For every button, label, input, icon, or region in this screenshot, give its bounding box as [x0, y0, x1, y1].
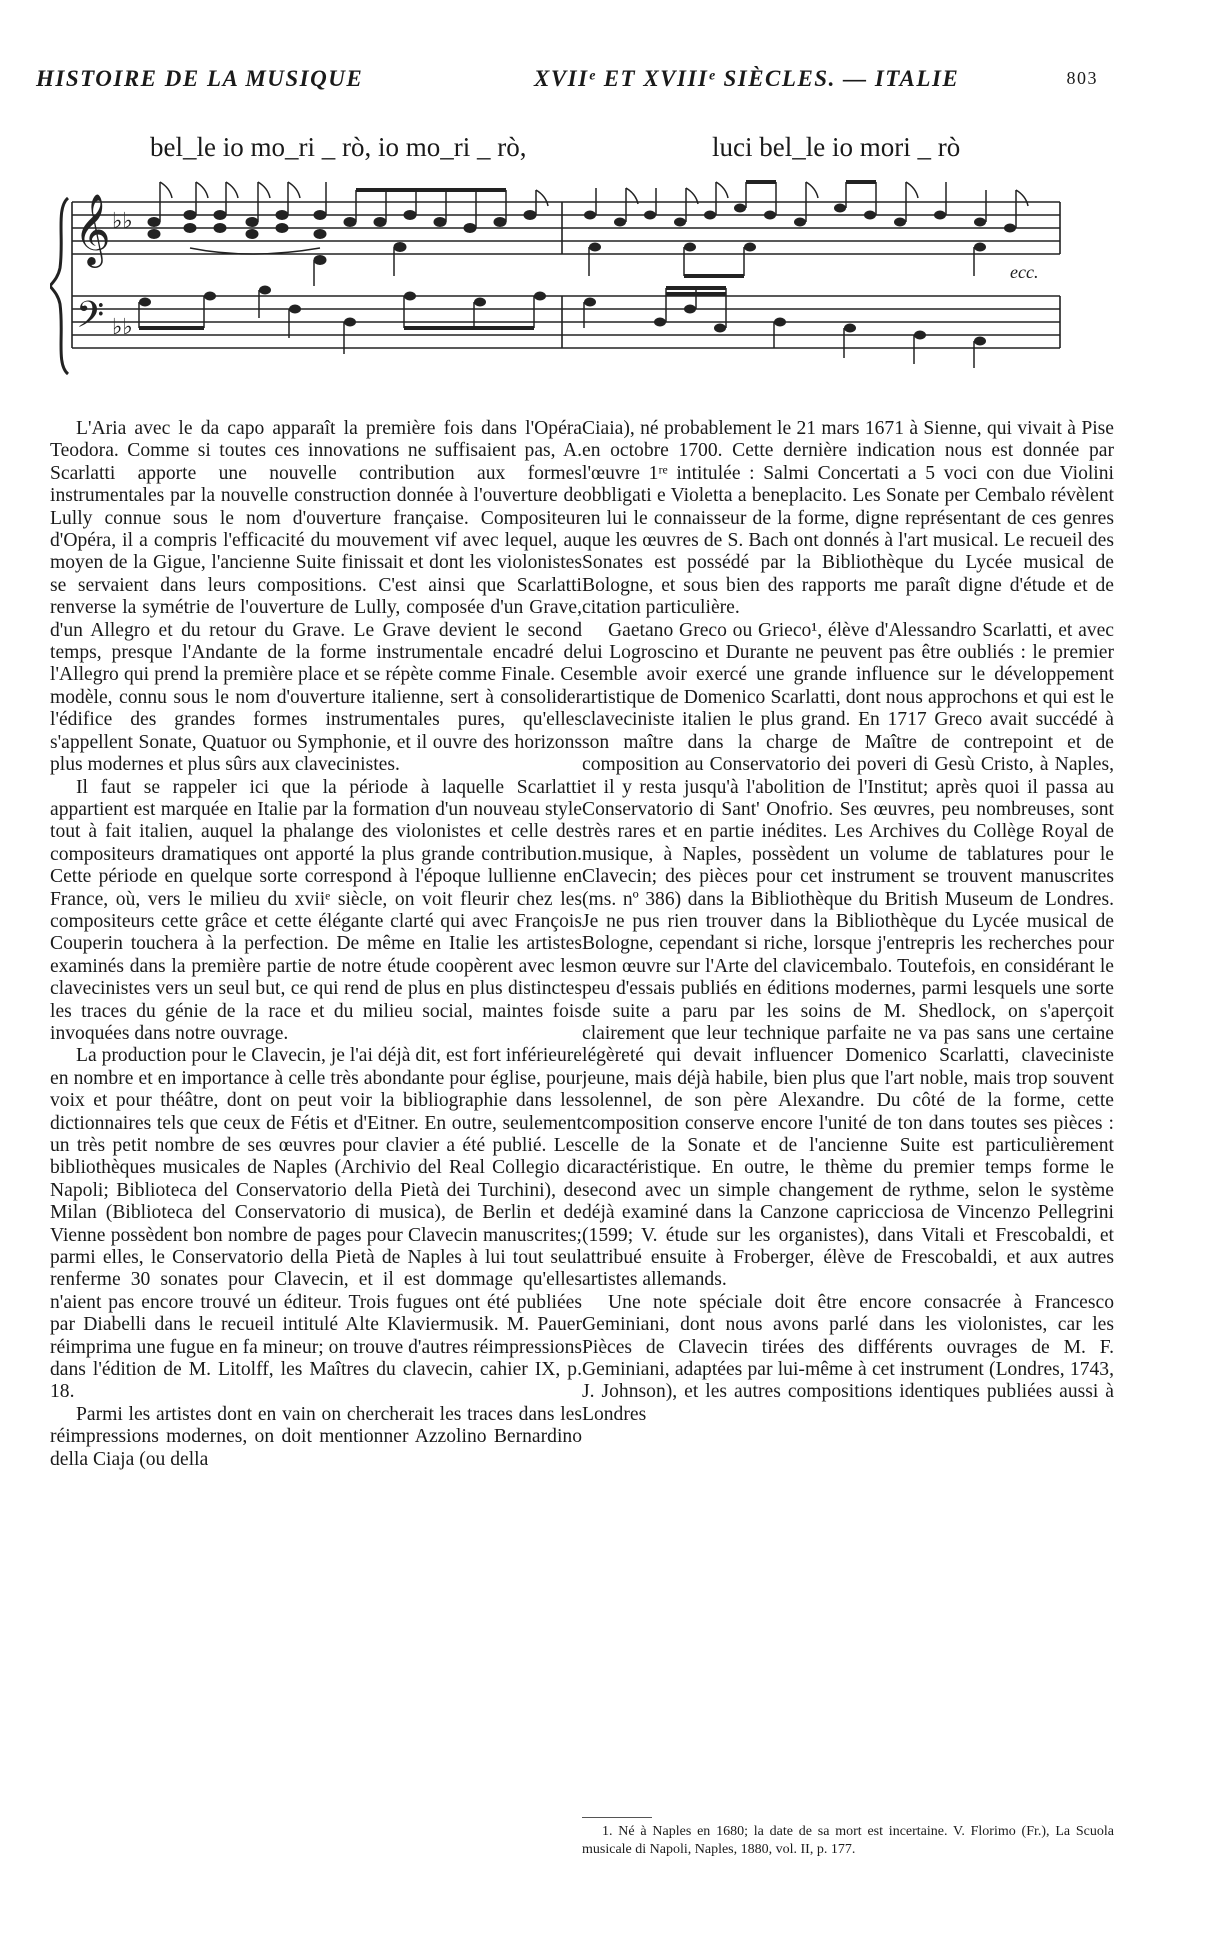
footnote-divider: [582, 1817, 652, 1818]
svg-text:𝄢: 𝄢: [76, 294, 105, 345]
running-header: [36, 66, 1096, 100]
score-ecc-label: ecc.: [1010, 262, 1039, 282]
music-lyrics: [0, 132, 1224, 172]
lyric-line-2: luci bel_le io mori _ rò: [712, 132, 961, 162]
page-number: 803: [1066, 68, 1098, 88]
paragraph: La production pour le Clavecin, je l'ai déjà dit, est fort inférieure en nombre et en importance à celle très abondante pour église, pour voix et pour théâtre, dont on peut voir la bibliographie dans les dictionnaires tels que ceux de Fétis et d'Eitner. En outre, seulement un très petit nombre de ses œuvres pour clavier a été publié. Les bibliothèques musicales de Naples (Archivio del Real Collegio di Napoli; Biblioteca del Conservatorio della Pietà dei Turchini), de Milan (Biblioteca del Conservatorio di musica), de Berlin et de Vienne possèdent bon nombre de pages pour Clavecin manuscrites; parmi elles, le Conservatorio della Pietà de Naples à lui tout seul renferme 30 sonates pour Clavecin, et il est dommage qu'elles n'aient pas encore trouvé un éditeur. Trois fugues ont été publiées par Diabelli dans le recueil intitulé Alte Klaviermusik. M. Pauer réimprima une fugue en fa mineur; on trouve d'autres réimpressions dans l'édition de M. Litolff, les Maîtres du clavecin, cahier IX, p. 18.: [50, 1045, 582, 1403]
svg-text:♭♭: ♭♭: [112, 315, 133, 340]
svg-text:♭♭: ♭♭: [112, 209, 133, 234]
right-column: [582, 418, 1114, 1618]
paragraph: Parmi les artistes dont en vain on chercherait les traces dans les réimpressions modernes, on doit mentionner Azzolino Bernardino della Ciaja (ou della: [50, 1403, 582, 1470]
paragraph: Ciaia), né probablement le 21 mars 1671 à Sienne, qui vivait à Pise en octobre 1700. Cette dernière indication nous est donnée par l'œuvre 1ʳᵉ intitulée : Salmi Concertati a 5 voci con due Violini obbligati e Violetta a beneplacito. Les Sonate per Cembalo révèlent en lui le connaisseur de la forme, digne représentant de ces genres que les œuvres de S. Bach ont donnés à l'art musical. Le recueil des Sonates est possédé par la Bibliothèque du Lycée musical de Bologne, et sous bien des rapports me paraît digne d'étude et de citation particulière.: [582, 418, 1114, 619]
header-center-title: XVIIᵉ ET XVIIIᵉ SIÈCLES. — ITALIE: [534, 66, 960, 91]
lyric-line-1: bel_le io mo_ri _ rò, io mo_ri _ rò,: [150, 132, 527, 162]
paragraph: Il faut se rappeler ici que la période à laquelle Scarlatti appartient est marquée en Italie par la formation d'un nouveau style tout à fait italien, auquel la phalange des violonistes et celle des compositeurs dramatiques ont apporté la plus grande contribution. Cette période en quelque sorte correspond à l'époque lullienne en France, où, vers le milieu du xviiᵉ siècle, on voit fleurir chez les compositeurs cette grâce et cette élégante clarté qui avec François Couperin touchera à la perfection. De même en Italie les artistes examinés dans la première partie de notre étude coopèrent avec les clavecinistes vers un seul but, ce qui rend de plus en plus distinctes les traces du génie de la race et du milieu social, maintes fois invoquées dans notre ouvrage.: [50, 776, 582, 1044]
paragraph: L'Aria avec le da capo apparaît la première fois dans l'Opéra Teodora. Comme si toutes ces innovations ne suffisaient pas, A. Scarlatti apporte une nouvelle contribution aux formes instrumentales par la nouvelle construction donnée à l'ouverture de Lully connue sous le nom d'ouverture française. Compositeur d'Opéra, il a compris l'efficacité du mouvement vif avec lequel, au moyen de la Gigue, l'ancienne Suite finissait et dont les violonistes se servaient dans leurs compositions. C'est ainsi que Scarlatti renverse la symétrie de l'ouverture de Lully, composée d'un Grave, d'un Allegro et du retour du Grave. Le Grave devient le second temps, presque l'Andante de la forme instrumentale encadré de l'Allegro qui prend la première place et se répète comme Finale. Ce modèle, connu sous le nom d'ouverture italienne, sert à consolider l'édifice des grandes formes instrumentales pures, qu'elles s'appellent Sonate, Quatuor ou Symphonie, et il ouvre des horizons plus modernes et plus sûrs aux clavecinistes.: [50, 418, 582, 776]
music-score: [50, 168, 1080, 380]
paragraph: Une note spéciale doit être encore consacrée à Francesco Geminiani, dont nous avons parlé dans les violonistes, car les Pièces de Clavecin tirées des différents ouvrages de M. F. Geminiani, adaptées par lui-même à cet instrument (Londres, 1743, J. Johnson), et les autres compositions identiques publiées aussi à Londres: [582, 1291, 1114, 1425]
header-left-title: HISTOIRE DE LA MUSIQUE: [36, 66, 364, 91]
svg-text:𝄞: 𝄞: [74, 192, 111, 265]
paragraph: Gaetano Greco ou Grieco¹, élève d'Alessandro Scarlatti, et avec lui Logroscino et Durante ne peuvent pas être oubliés : le premier semble avoir exercé une grande influence sur le développement artistique de Domenico Scarlatti, dont nous approchons et qui est le claveciniste italien le plus grand. En 1717 Greco avait succédé à son maître dans la charge de Maître de contrepoint et de composition au Conservatorio dei poveri di Gesù Cristo, à Naples, et il y resta jusqu'à l'abolition de l'Institut; après quoi il passa au Conservatorio di Sant' Onofrio. Ses œuvres, peu nombreuses, sont très rares et en partie inédites. Les Archives du Collège Royal de musique, à Naples, possèdent un volume de tablatures pour le Clavecin; des pièces pour cet instrument se trouvent manuscrites (ms. nº 386) dans la Bibliothèque du British Museum de Londres. Je ne pus rien trouver dans la Bibliothèque du Lycée musical de Bologne, cependant si riche, lorsque j'entrepris les recherches pour mon œuvre sur l'Arte del clavicembalo. Toutefois, en considérant le peu d'essais publiés en éditions modernes, parmi lesquels une sorte de suite a paru par les soins de M. Shedlock, on s'aperçoit clairement que leur technique parfaite ne va pas sans une certaine légèreté qui devait influencer Domenico Scarlatti, claveciniste jeune, mais déjà habile, bien plus que l'art noble, mais trop souvent solennel, de son père Alexandre. Du côté de la forme, cette composition conserve encore l'unité de ton dans toutes ses pièces : celle de la Sonate et de l'ancienne Suite est particulièrement caractéristique. En outre, le thème du premier temps forme le second avec un simple changement de rythme, selon le système déjà examiné dans la Canzone capricciosa de Vincenzo Pellegrini (1599; V. étude sur les organistes), dans Vitali et Frescobaldi, et attribué ensuite à Froberger, élève de Frescobaldi, et aux autres artistes allemands.: [582, 619, 1114, 1291]
footnote: 1. Né à Naples en 1680; la date de sa mort est incertaine. V. Florimo (Fr.), La Scuola musicale di Napoli, Naples, 1880, vol. II, p. 177.: [582, 1824, 1114, 1857]
left-column: [50, 418, 582, 1848]
